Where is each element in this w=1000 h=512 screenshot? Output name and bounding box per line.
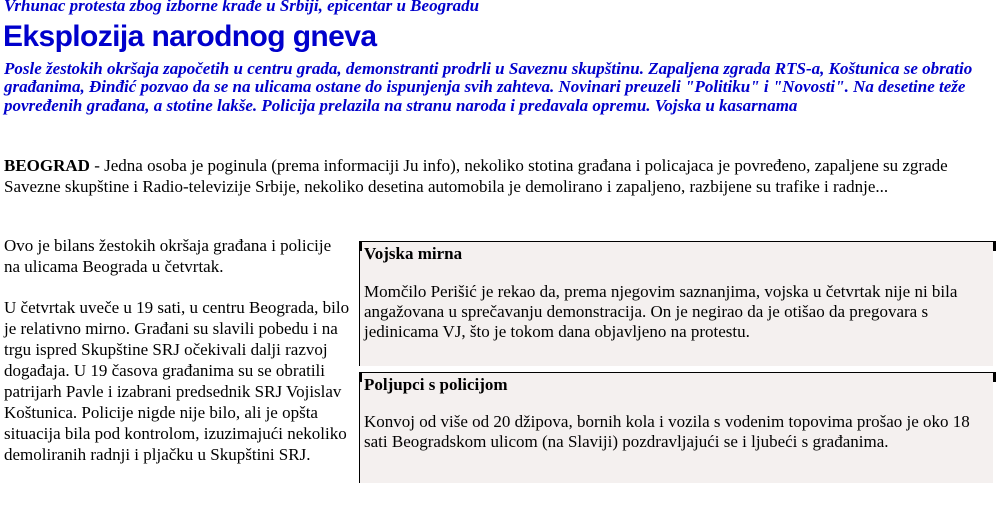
sidebar-box-police bbox=[359, 372, 993, 483]
dateline: BEOGRAD bbox=[4, 156, 90, 175]
sidebar-title-police: Poljupci s policijom bbox=[364, 375, 508, 394]
article-headline: Eksplozija narodnog gneva bbox=[3, 20, 377, 53]
sidebar-box-army bbox=[359, 241, 993, 366]
body-paragraph-2: U četvrtak uveče u 19 sati, u centru Beograda, bilo je relativno mirno. Građani su slavili pobedu i na trgu ispred Skupštine SRJ očekivali dalji razvoj događaja. U 19 časova građanima su se obratili patrijarh Pavle i izabrani predsednik SRJ Vojislav Koštunica. Policije nigde nije bilo, ali je opšta situacija bila pod kontrolom, izuzimajući nekoliko demoliranih radnji i pljačku u Skupštini SRJ. bbox=[4, 298, 350, 464]
article-kicker: Vrhunac protesta zbog izborne krađe u Srbiji, epicentar u Beogradu bbox=[4, 0, 480, 15]
sidebar-body-police: Konvoj od više od 20 džipova, bornih kola i vozila s vodenim topovima prošao je oko 18 sati Beogradskom ulicom (na Slaviji) pozdravljajući se i ljubeći s građanima. bbox=[364, 412, 970, 451]
sidebar-body-army: Momčilo Perišić je rekao da, prema njegovim saznanjima, vojska u četvrtak nije ni bila angažovana u sprečavanju demonstracija. On je negirao da je otišao da pregovara s jedinicama VJ, što je tokom dana objavljeno na protestu. bbox=[364, 282, 958, 341]
intro-text: - Jedna osoba je poginula (prema informaciji Ju info), nekoliko stotina građana i policajaca je povređeno, zapaljene su zgrade Savezne skupštine i Radio-televizije Srbije, nekoliko desetina automobila je demolirano i zapaljeno, razbijene su trafike i radnje... bbox=[4, 156, 948, 196]
article-body-column bbox=[4, 235, 350, 485]
body-paragraph-1: Ovo je bilans žestokih okršaja građana i policije na ulicama Beograda u četvrtak. bbox=[4, 236, 332, 276]
article-intro bbox=[4, 155, 989, 197]
article-lead: Posle žestokih okršaja započetih u centru grada, demonstranti prodrli u Saveznu skupštinu. Zapaljena zgrada RTS-a, Koštunica se obratio građanima, Đinđić pozvao da se na ulicama ostane do ispunjenja svih zahteva. Novinari preuzeli "Politiku" i "Novosti". Na desetine teže povređenih građana, a stotine lakše. Policija prelazila na stranu naroda i predavala opremu. Vojska u kasarnama bbox=[4, 59, 973, 115]
sidebar-title-army: Vojska mirna bbox=[364, 244, 463, 263]
